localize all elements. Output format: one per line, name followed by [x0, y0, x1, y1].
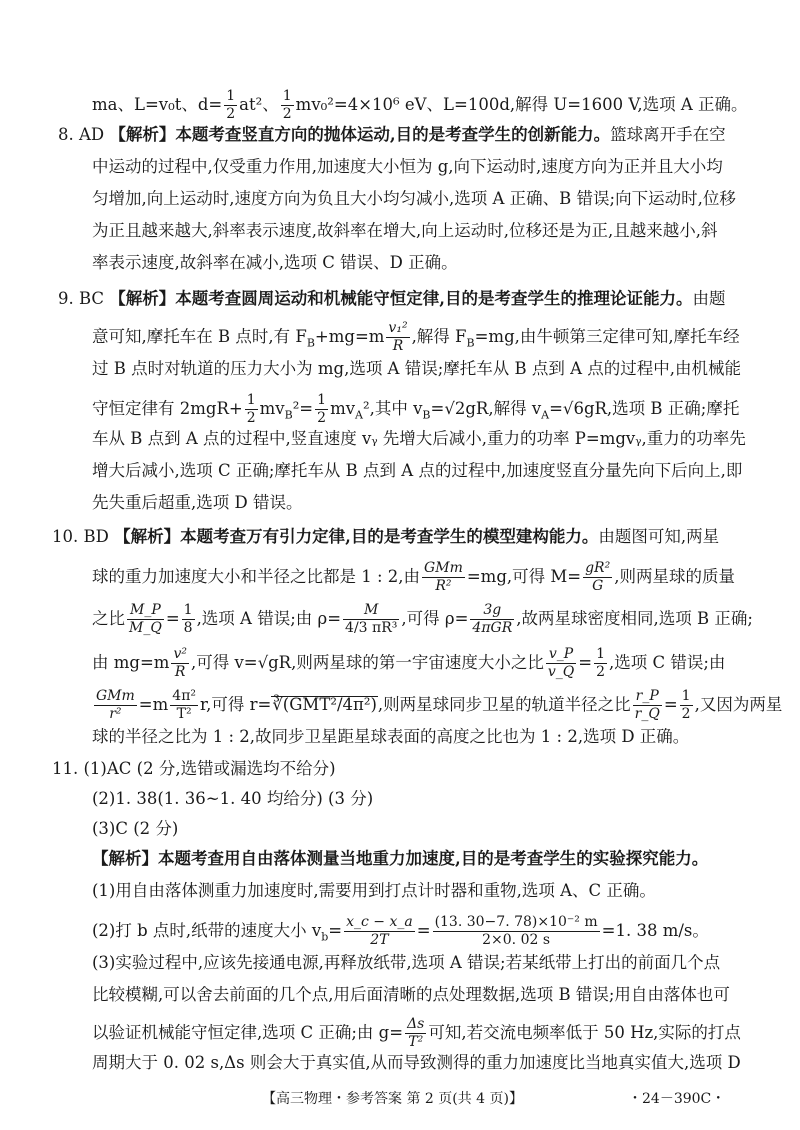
subscript: B	[466, 336, 475, 350]
text: at²、	[239, 95, 279, 114]
subscript: B	[306, 336, 315, 350]
q8-line-1	[58, 124, 726, 146]
den: 2	[246, 410, 256, 426]
text: =1. 38 m/s。	[601, 921, 709, 940]
q9-line-7	[92, 492, 302, 514]
den: R²	[435, 578, 452, 594]
text: mv	[259, 399, 285, 418]
q11-analysis-tag	[92, 848, 708, 870]
subscript: b	[321, 930, 329, 944]
text: 球的重力加速度大小和半径之比都是 1 : 2,由	[92, 567, 421, 586]
text: 球的半径之比为 1 : 2,故同步卫星距星球表面的高度之比也为 1 : 2,选项 D 正确。	[92, 727, 690, 746]
den: R	[392, 338, 404, 354]
den: R	[174, 664, 186, 680]
text: 以验证机械能守恒定律,选项 C 正确;由 g=	[92, 1023, 404, 1042]
fraction	[680, 688, 693, 723]
fraction	[633, 688, 662, 723]
den: r_Q	[634, 706, 660, 722]
num: v²	[173, 646, 187, 662]
fraction	[170, 688, 198, 723]
text: ,则两星球的质量	[614, 567, 735, 586]
den: M_Q	[129, 620, 162, 636]
text: (2)1. 38(1. 36~1. 40 均给分) (3 分)	[92, 789, 374, 808]
q9-line-1	[58, 288, 726, 310]
subscript: A	[541, 408, 550, 422]
num: 3g	[470, 602, 514, 620]
den: 4πGR	[472, 620, 513, 636]
num: Δs	[407, 1016, 425, 1032]
analysis-tag: 【解析】本题考查竖直方向的抛体运动,目的是考查学生的创新能力。	[109, 125, 611, 144]
text: 守恒定律有 2mgR+	[92, 399, 243, 418]
num: v_P	[546, 646, 576, 664]
q8-line-2	[92, 156, 723, 178]
q10-line-5	[92, 688, 782, 723]
num: GMm	[96, 688, 135, 704]
text: ,选项 A 错误;由 ρ=	[196, 609, 342, 628]
text: ,故两星球密度相同,选项 B 正确;	[516, 609, 753, 628]
den: 2×0. 02 s	[482, 932, 551, 948]
text: 为正且越来越大,斜率表示速度,故斜率在增大,向上运动时,位移还是为正,且越来越小,斜	[92, 221, 718, 240]
text: 意可知,摩托车在 B 点时,有 F	[92, 327, 307, 346]
text: 中运动的过程中,仅受重力作用,加速度大小恒为 g,向下运动时,速度方向为正并且大小均	[92, 157, 723, 176]
num: (13. 30−7. 78)×10⁻² m	[434, 914, 598, 930]
text: =mg,可得 M=	[466, 567, 582, 586]
text: =	[328, 921, 343, 940]
q10-line-1	[52, 526, 719, 548]
analysis-tag: 【解析】本题考查用自由落体测量当地重力加速度,目的是考查学生的实验探究能力。	[92, 849, 709, 868]
footer-code: ・24－390C・	[628, 1091, 726, 1107]
text: =√2gR,解得 v	[430, 399, 542, 418]
text: 11. (1)AC (2 分,选错或漏选均不给分)	[52, 759, 336, 778]
q9-line-4	[92, 392, 739, 427]
q11-line-6	[92, 952, 720, 974]
q10-line-6	[92, 726, 689, 748]
subscript: A	[355, 408, 363, 422]
text: 篮球离开手在空	[610, 125, 726, 144]
fraction	[182, 602, 195, 637]
q11-line-3	[92, 818, 178, 840]
text: ,又因为两星	[694, 695, 783, 714]
den: 8	[183, 620, 193, 636]
text: 由题	[692, 289, 726, 308]
num: 4π²	[172, 688, 197, 704]
q9-line-3	[92, 358, 741, 380]
num: M	[343, 602, 399, 620]
text: ²=	[292, 399, 314, 418]
text: 先失重后超重,选项 D 错误。	[92, 493, 303, 512]
num: 1	[317, 392, 327, 408]
q8-line-3	[92, 188, 736, 210]
fraction	[386, 320, 409, 355]
num: 1	[246, 392, 256, 408]
text: 可知,若交流电频率低于 50 Hz,实际的打点	[428, 1023, 741, 1042]
num: M_P	[127, 602, 164, 620]
text: r,可得 r=	[200, 695, 272, 714]
den: 4/3 πR³	[345, 620, 398, 636]
text: (2)打 b 点时,纸带的速度大小 v	[92, 921, 322, 940]
text: ,则两星球同步卫星的轨道半径之比	[377, 695, 631, 714]
text: +mg=m	[314, 327, 385, 346]
num: 1	[282, 88, 292, 104]
fraction	[422, 560, 465, 595]
fraction	[245, 392, 258, 427]
fraction	[315, 392, 328, 427]
q11-line-5	[92, 914, 709, 949]
text: ma、L=v₀t、d=	[92, 95, 223, 114]
num: 1	[596, 646, 605, 662]
num: 1	[226, 88, 236, 104]
fraction	[470, 602, 514, 637]
den: 2	[681, 706, 691, 722]
q10-line-3: 之比 $\frac{M\_P}{M\_Q}$ = $\frac{1}{8}$ ,选项 A 错误;由 ρ= $\frac{M}{\text{4/3 πR³}}$ ,可得 ρ= $\frac{3g}{\text{4πGR}}$ ,故两星球密度相同,选项 B 正确;	[92, 602, 753, 636]
subscript: B	[284, 408, 293, 422]
line-1	[92, 88, 748, 123]
text: (3)C (2 分)	[92, 819, 179, 838]
fraction	[94, 688, 137, 723]
fraction	[171, 646, 189, 681]
cube-root: ∛(GMT²/4π²)	[272, 695, 377, 714]
subscript: B	[422, 408, 431, 422]
text: 增大后减小,选项 C 正确;摩托车从 B 点到 A 点的过程中,加速度竖直分量先向下后向上,即	[92, 461, 743, 480]
fraction	[281, 88, 294, 123]
text: 率表示速度,故斜率在减小,选项 C 错误、D 正确。	[92, 253, 458, 272]
footer-title: 【高三物理・参考答案 第 2 页(共 4 页)】	[262, 1091, 523, 1107]
den: r²	[109, 706, 122, 722]
question-number: 8. AD	[58, 125, 105, 144]
text: =√6gR,选项 B 正确;摩托	[549, 399, 740, 418]
num: GMm	[424, 560, 463, 576]
num: r_P	[633, 688, 662, 706]
fraction	[405, 1016, 426, 1051]
q11-line-4	[92, 880, 656, 902]
text: =	[663, 695, 678, 714]
question-number: 10. BD	[52, 527, 109, 546]
den: 2	[282, 106, 292, 122]
text: 由 mg=m	[92, 653, 170, 672]
text: 匀增加,向上运动时,速度方向为负且大小均匀减小,选项 A 正确、B 错误;向下运动时,位移	[92, 189, 736, 208]
text: ,解得 F	[411, 327, 467, 346]
text: 车从 B 点到 A 点的过程中,竖直速度 vᵧ 先增大后减小,重力的功率 P=mgvᵧ,重力的功率先	[92, 429, 746, 448]
text: mv	[330, 399, 356, 418]
num: x_c − x_a	[346, 914, 413, 930]
fraction	[594, 646, 607, 681]
den: 2T	[370, 932, 389, 948]
text: =m	[138, 695, 169, 714]
text: ²,其中 v	[362, 399, 423, 418]
text: mv₀²=4×10⁶ eV、L=100d,解得 U=1600 V,选项 A 正确。	[295, 95, 748, 114]
den: 2	[317, 410, 327, 426]
text: 周期大于 0. 02 s,Δs 则会大于真实值,从而导致测得的重力加速度比当地真实值大,选项 D	[92, 1053, 741, 1072]
fraction	[224, 88, 237, 123]
q11-line-2	[92, 788, 373, 810]
num: 1	[183, 602, 193, 618]
den: T²	[176, 706, 192, 722]
analysis-tag: 【解析】本题考查圆周运动和机械能守恒定律,目的是考查学生的推理论证能力。	[109, 289, 693, 308]
analysis-tag: 【解析】本题考查万有引力定律,目的是考查学生的模型建构能力。	[114, 527, 599, 546]
num: gR²	[585, 560, 611, 576]
q9-line-2	[92, 320, 740, 355]
den: T²	[408, 1034, 424, 1050]
q11-line-7	[92, 984, 730, 1006]
q11-line-1	[52, 758, 336, 780]
text: =mg,由牛顿第三定律可知,摩托车经	[474, 327, 740, 346]
fraction	[344, 914, 415, 949]
den: G	[592, 578, 604, 594]
text: 之比	[92, 609, 125, 628]
fraction	[583, 560, 612, 595]
text: 由题图可知,两星	[598, 527, 720, 546]
text: ,可得 v=√gR,则两星球的第一宇宙速度大小之比	[190, 653, 544, 672]
fraction	[433, 914, 600, 949]
fraction	[546, 646, 576, 681]
text: 过 B 点时对轨道的压力大小为 mg,选项 A 错误;摩托车从 B 点到 A 点的过程中,由机械能	[92, 359, 742, 378]
num: v₁²	[388, 320, 408, 336]
den: 2	[226, 106, 236, 122]
text: ,可得 ρ=	[401, 609, 469, 628]
q9-line-6	[92, 460, 742, 482]
q11-line-9	[92, 1052, 741, 1074]
den: 2	[596, 664, 605, 680]
text: (1)用自由落体测重力加速度时,需要用到打点计时器和重物,选项 A、C 正确。	[92, 881, 656, 900]
q11-line-8	[92, 1016, 741, 1051]
text: (3)实验过程中,应该先接通电源,再释放纸带,选项 A 错误;若某纸带上打出的前面几个点	[92, 953, 721, 972]
fraction	[343, 602, 399, 637]
text: 比较模糊,可以舍去前面的几个点,用后面清晰的点处理数据,选项 B 错误;用自由落体也可	[92, 985, 730, 1004]
q8-line-4	[92, 220, 717, 242]
text: =	[416, 921, 431, 940]
den: v_Q	[547, 664, 575, 680]
text: =	[578, 653, 593, 672]
num: 1	[681, 688, 691, 704]
q9-line-5	[92, 428, 746, 450]
question-number: 9. BC	[58, 289, 105, 308]
fraction	[127, 602, 164, 637]
q8-line-5	[92, 252, 458, 274]
q10-line-2	[92, 560, 735, 595]
text: ,选项 C 错误;由	[609, 653, 726, 672]
page-footer	[0, 1084, 800, 1112]
q10-line-4	[92, 646, 725, 681]
